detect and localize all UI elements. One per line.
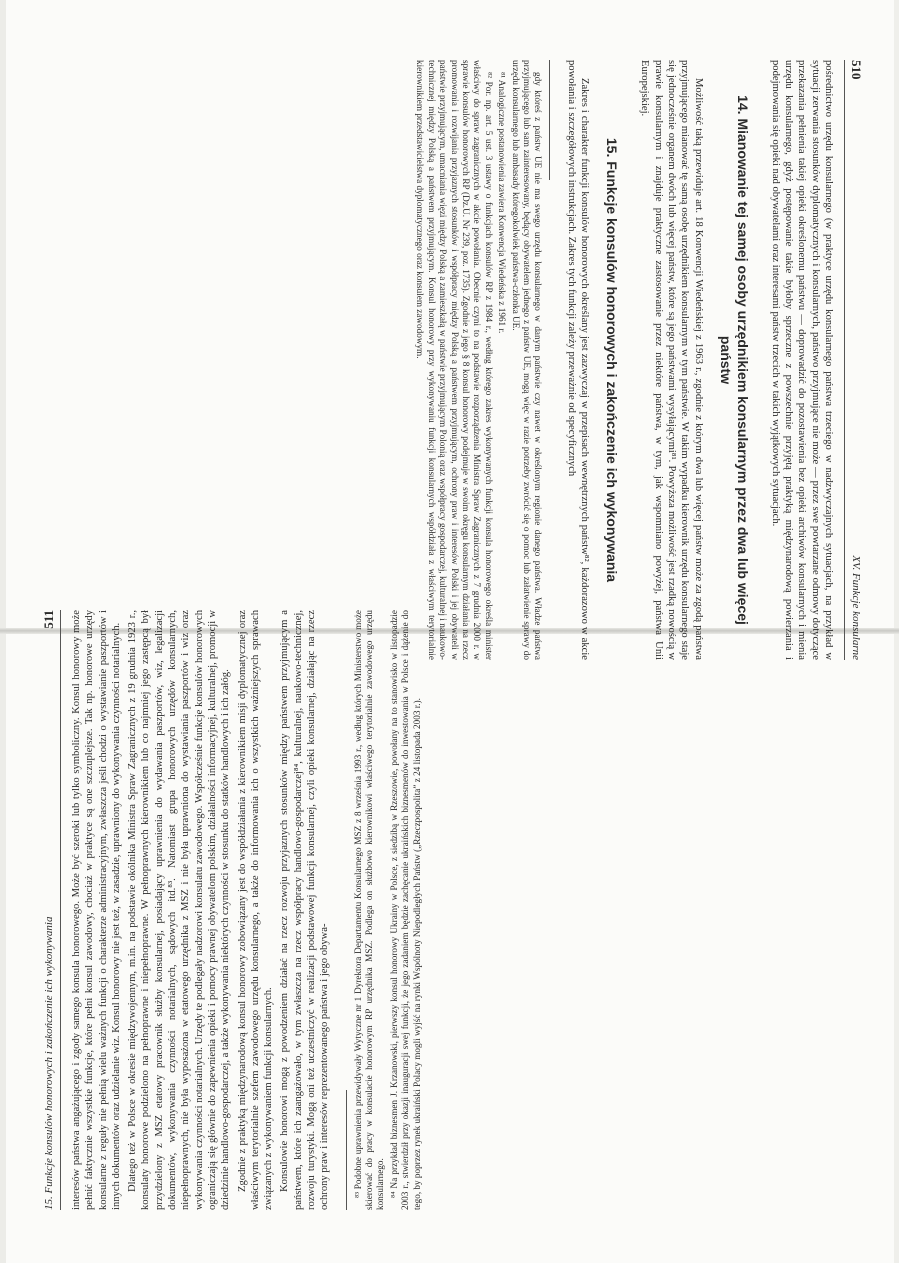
running-title: 15. Funkcje konsulów honorowych i zakończenie ich wykonywania: [43, 916, 55, 1210]
footnote: ⁸³ Podobne uprawnienia przewidywały Wytyczne nr 1 Dyrektora Departamentu Konsularnego MSZ z 8 września 1993 r., według których Ministerstwo może skierować do pracy w konsulacie honorowym RP urzędnika MSZ. Podlega on służbowo kierownikowi właściwego terytorialnie zawodowego urzędu konsularnego.: [352, 610, 386, 1210]
footnote-rule: [549, 60, 550, 180]
running-head: [844, 60, 865, 660]
paragraph: interesów państwa angażującego i zgody samego konsula honorowego. Może być szeroki lub tylko symboliczny. Konsul honorowy może pełnić faktycznie wszystkie funkcje, które pełni konsul zawodowy, chociaż w praktyce są one szczuplejsze. Tak np. honorowe urzędy konsularne z reguły nie pełnią wielu ważnych funkcji o charakterze administracyjnym, zwłaszcza jeśli chodzi o wystawianie paszportów i innych dokumentów oraz udzielanie wiz. Konsul honorowy nie jest też, w zasadzie, uprawniony do wykonywania czynności notarialnych.: [71, 610, 122, 1210]
page-body: [70, 610, 425, 1210]
paragraph: Konsulowie honorowi mogą z powodzeniem działać na rzecz rozwoju przyjaznych stosunków między państwem przyjmującym a państwem, które ich zaangażowało, w tym zwłaszcza na rzecz współpracy handlowo-gospodarczej⁸⁴, kulturalnej, naukowo-technicznej, rozwoju turystyki. Mogą oni też uczestniczyć w realizacji podstawowej funkcji konsularnej, czyli opieki konsularnej, działając na rzecz ochrony praw i interesów reprezentowanego państwa i jego obywa-: [279, 610, 331, 1210]
page-511: [40, 610, 899, 1210]
paragraph: Dlatego też w Polsce w okresie międzywojennym, m.in. na podstawie okólnika Ministra Spraw Zagranicznych z 19 grudnia 1923 r., konsulaty honorowe podzielono na pełnoprawne i niepełnoprawne. W pełnoprawnych kierownikiem lub co najmniej jego zastępcą był przydzielony z MSZ etatowy pracownik służby konsularnej, posiadający uprawnienia do wydawania paszportów, wiz, legalizacji dokumentów, wykonywania czynności notarialnych, sądowych itd.⁸³. Natomiast grupa honorowych urzędów konsularnych, niepełnoprawnych, nie była wyposażona w etatowego urzędnika z MSZ i nie była uprawniona do wystawiania paszportów i wiz oraz wykonywania czynności notarialnych. Urzędy te podlegały nadzorowi konsulatu zawodowego. Współcześnie funkcje konsulów honorowych ograniczają się głównie do zapewnienia opieki i pomocy prawnej obywatelom polskim, działalności informacyjnej, kulturalnej, promocji w dziedzinie handlowo-gospodarczej, a także wykonywania niektórych czynności w stosunku do statków handlowych i ich załóg.: [127, 610, 232, 1210]
running-title: XV. Funkcje konsularne: [850, 555, 862, 660]
paragraph: Możliwość taką przewiduje art. 18 Konwencji Wiedeńskiej z 1963 r., zgodnie z którym dwa lub więcej państw może za zgodą państwa przyjmującego mianować tę samą osobę urzędnikiem konsularnym w tym państwie. W takim wypadku kierownik urzędu konsularnego staje się jednocześnie organem dwóch lub więcej państw, które są jego państwami wysyłającymi⁸¹. Powyższa możliwość jest rzadką nowością w prawie konsularnym i znajduje praktyczne zastosowanie przez niektóre państwa, w tym, jak wspomniano powyżej, państwa Unii Europejskiej.: [639, 60, 704, 660]
footnote-rule: [346, 1090, 347, 1210]
page-number: 510: [849, 60, 864, 80]
page-510: [5, 60, 865, 660]
footnote: gdy któreś z państw UE nie ma swego urzędu konsularnego w danym państwie czy nawet w określonym regionie danego państwa. Władze państwa przyjmującego lub sam zainteresowany, będący obywatelem jednego z państw UE, mogą więc w razie potrzeby zwrócić się o pomoc lub załatwienie sprawy do urzędu konsularnego lub ambasady któregokolwiek państwa-członka UE.: [510, 60, 544, 660]
footnote: ⁸⁴ Na przykład biznesmen J. Krzanowski, pierwszy konsul honorowy Ukrainy w Polsce, z siedzibą w Rzeszowie, powołany na to stanowisko w listopadzie 2003 r., stwierdził przy okazji inauguracji swej funkcji, że jego zadaniem będzie zachęcanie ukraińskich biznesmenów do inwestowania w Polsce i dążenie do tego, by poprzez rynek ukraiński Polacy mogli wyjść na rynki Wspólnoty Niepodległych Państw („Rzeczpospolita” z 24 listopada 2003 r.).: [388, 610, 422, 1210]
page-body: [412, 60, 835, 660]
footnote: ⁸² Por. np. art. 5 ust. 3 ustawy o funkcjach konsulów RP z 1984 r., według którego zakres wykonywanych funkcji konsula honorowego określa minister właściwy do spraw zagranicznych w akcie powołania. Obecnie czyni to na podstawie rozporządzenia Ministra Spraw Zagranicznych z 7 grudnia 2000 r. w sprawie konsulów honorowych RP (Dz.U. Nr 239, poz. 1735). Zgodnie z jego § 8 konsul honorowy podejmuje w swoim okręgu konsularnym działania na rzecz promowania i rozwijania przyjaznych stosunków i współpracy między Polską a państwem przyjmującym, ochrony praw i interesów Polski i jej obywateli w państwie przyjmującym, umacniania więzi między Polską a zamieszkałą w państwie przyjmującym Polonią oraz współpracy gospodarczej, kulturalnej i naukowo-technicznej między Polską a państwem przyjmującym. Konsul honorowy przy wykonywaniu funkcji konsularnych współdziała z właściwym terytorialnie kierownikiem przedstawicielstwa dyplomatycznego oraz konsulem zawodowym.: [415, 60, 494, 660]
paragraph: Zakres i charakter funkcji konsulów honorowych określany jest zazwyczaj w przepisach wewnętrznych państw⁸², każdorazowo w akcie powołania i szczegółowych instrukcjach. Zakres tych funkcji zależy przeważnie od specyficznych: [565, 60, 591, 660]
footnote: ⁸¹ Analogiczne postanowienia zawiera Konwencja Wiedeńska z 1961 r.: [497, 72, 508, 334]
paragraph: pośrednictwo urzędu konsularnego (w praktyce urzędu konsularnego państwa trzeciego w nadzwyczajnych sytuacjach, na przykład w sytuacji zerwania stosunków dyplomatycznych i konsularnych, państwo przyjmujące nie może — przez swe powtarzane odmowy dotyczące przekazania pełnienia takiej opieki określonemu państwu — doprowadzić do pozostawienia bez opieki archiwów konsularnych i mienia urzędu konsularnego, gdyż postępowanie takie byłoby sprzeczne z powszechnie przyjętą praktyką międzynarodową powierzania i podejmowania się opieki nad obywatelami oraz interesami państw trzecich w takich wyjątkowych sytuacjach.: [769, 60, 834, 660]
paragraph: Zgodnie z praktyką międzynarodową konsul honorowy zobowiązany jest do współdziałania z kierownikiem misji dyplomatycznej oraz właściwym terytorialnie szefem zawodowego urzędu konsularnego, a także do informowania ich o wszystkich ważniejszych sprawach związanych z wykonywaniem funkcji konsularnych.: [236, 610, 275, 1210]
page-number: 511: [41, 610, 56, 629]
section-heading-15: 15. Funkcje konsulów honorowych i zakończenie ich wykonywania: [604, 137, 621, 583]
section-heading-14: 14. Mianowanie tej samej osoby urzędnikiem konsularnym przez dwa lub więcej państw: [717, 95, 751, 625]
running-head: [40, 610, 61, 1210]
